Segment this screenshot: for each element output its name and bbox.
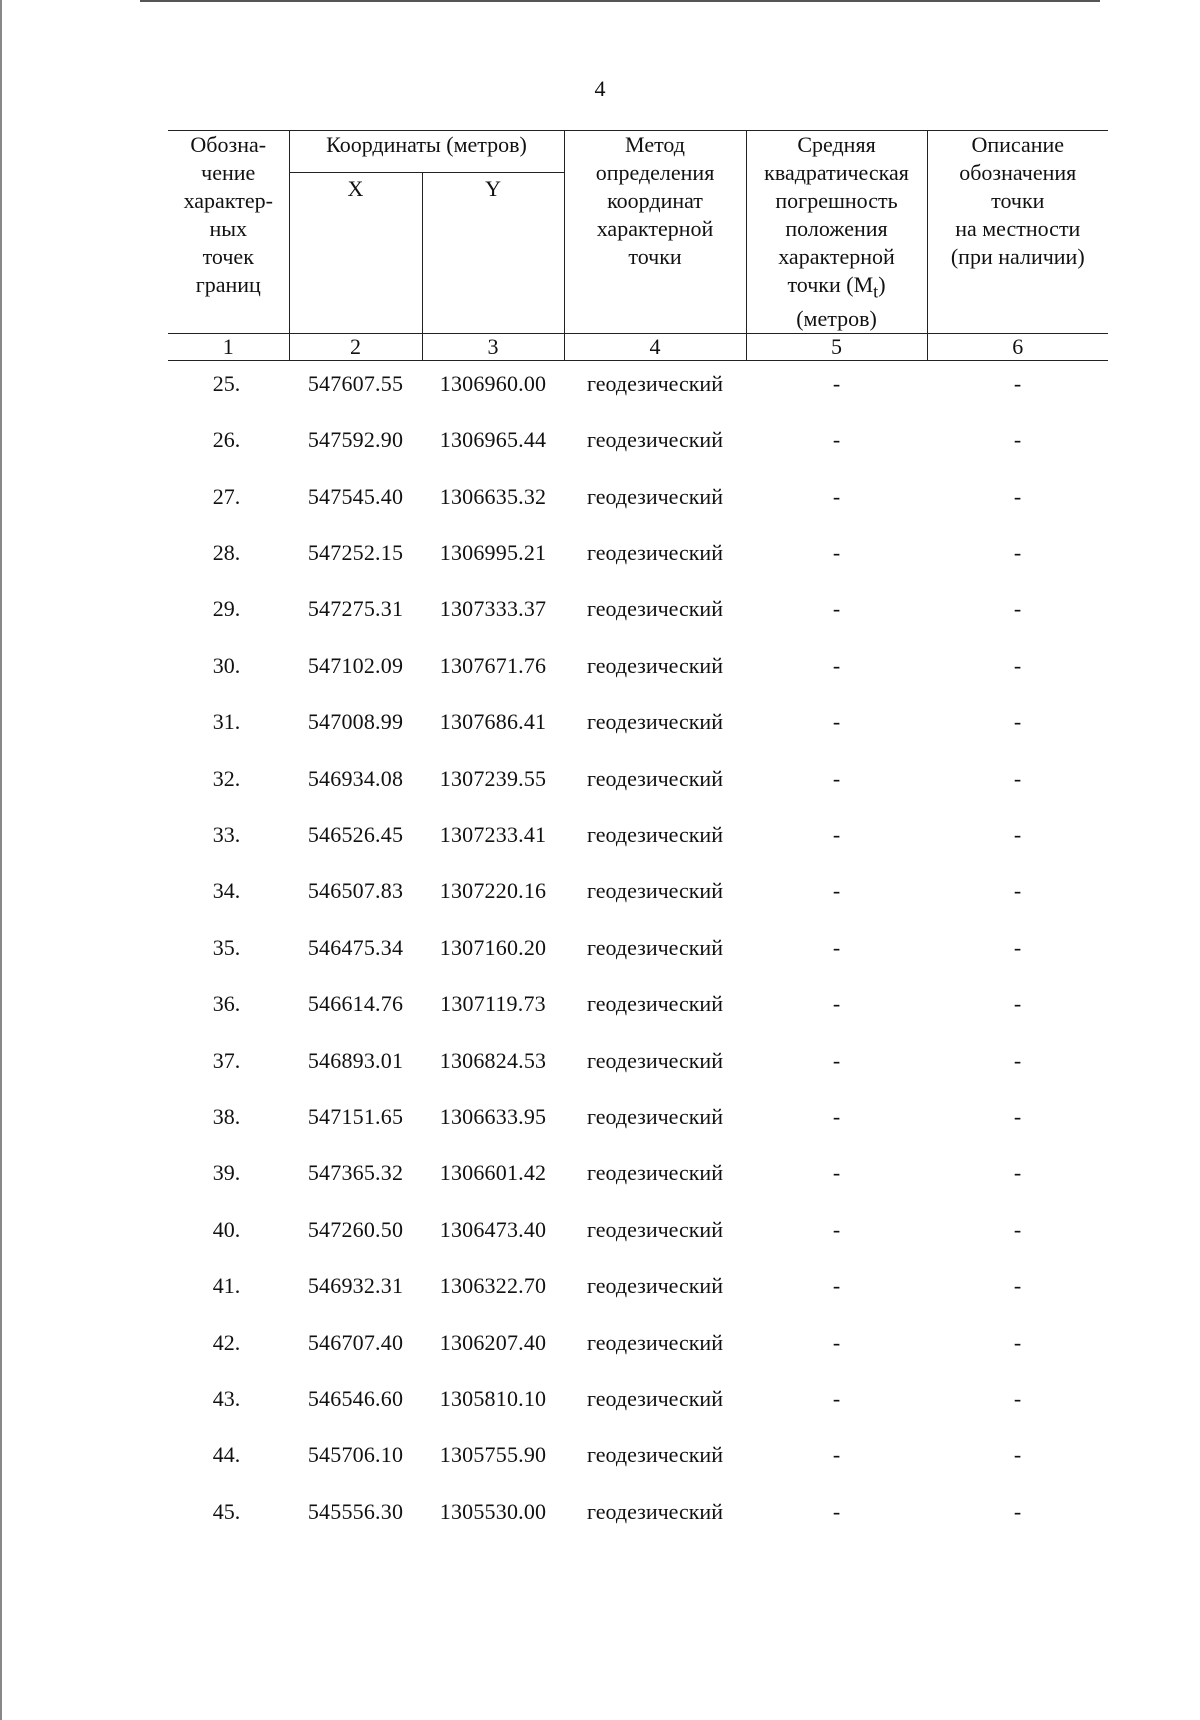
error-cell: - [832,1498,841,1524]
coordinate-x: 546614.76 [307,991,404,1017]
point-number: 31. [212,709,241,735]
header-line: точки [991,188,1045,213]
header-line: характер- [183,188,273,213]
header-line: характерной [778,244,895,269]
coordinate-x: 546707.40 [307,1329,404,1355]
error-cell: - [832,1385,841,1411]
header-method [564,131,746,334]
table-row [168,925,1108,981]
method-cell: геодезический [587,1329,723,1355]
header-line: квадратическая [764,160,909,185]
point-number: 38. [212,1103,241,1129]
table-row [168,643,1108,699]
boundary-points-table [168,130,1108,1545]
table-row [168,756,1108,812]
error-cell: - [832,371,841,397]
coordinate-x: 545706.10 [307,1442,404,1468]
coordinate-x: 547545.40 [307,483,404,509]
point-number: 39. [212,1160,241,1186]
method-cell: геодезический [587,596,723,622]
column-number: 3 [422,334,564,361]
error-cell: - [832,483,841,509]
column-number: 2 [289,334,422,361]
table-header [168,131,1108,361]
coordinate-x: 547607.55 [307,371,404,397]
table-row [168,1489,1108,1545]
error-cell: - [832,427,841,453]
point-number: 37. [212,1047,241,1073]
header-description [927,131,1108,334]
error-cell: - [832,596,841,622]
table-row [168,812,1108,868]
column-number: 4 [564,334,746,361]
header-line: характерной [596,216,714,241]
error-cell: - [832,1329,841,1355]
header-point-designation [168,131,289,334]
description-cell: - [1013,1216,1022,1242]
table-row [168,417,1108,473]
header-line: координат [607,188,703,213]
column-number: 5 [746,334,927,361]
coordinate-y: 1306207.40 [439,1329,547,1355]
coordinate-x: 547275.31 [307,596,404,622]
error-cell: - [832,822,841,848]
page-number: 4 [594,76,606,101]
coordinate-y: 1307160.20 [439,934,547,960]
description-cell: - [1013,1273,1022,1299]
header-line: Обозна- [190,132,267,157]
coordinate-x: 545556.30 [307,1498,404,1524]
method-cell: геодезический [587,540,723,566]
header-line-mt [747,271,927,305]
coordinate-x: 546893.01 [307,1047,404,1073]
point-number: 34. [212,878,241,904]
coordinate-y: 1307220.16 [439,878,547,904]
scan-left-edge [0,0,2,1720]
coordinate-x: 547008.99 [307,709,404,735]
coordinate-y: 1306824.53 [439,1047,547,1073]
method-cell: геодезический [587,1498,723,1524]
coordinate-y: 1305530.00 [439,1498,547,1524]
point-number: 43. [212,1385,241,1411]
coordinate-x: 547592.90 [307,427,404,453]
point-number: 27. [212,483,241,509]
method-cell: геодезический [587,1442,723,1468]
error-cell: - [832,1273,841,1299]
header-line: Метод [625,132,685,157]
description-cell: - [1013,596,1022,622]
coordinate-x: 547151.65 [307,1103,404,1129]
description-cell: - [1013,1103,1022,1129]
header-line: (метров) [796,306,877,332]
point-number: 35. [212,934,241,960]
coordinate-y: 1307333.37 [439,596,547,622]
method-cell: геодезический [587,1273,723,1299]
header-y: Y [422,173,564,334]
column-number: 6 [927,334,1108,361]
header-line: определения [595,160,715,185]
table-row [168,981,1108,1037]
description-cell: - [1013,1442,1022,1468]
table-row [168,1094,1108,1150]
method-cell: геодезический [587,1103,723,1129]
point-number: 26. [212,427,241,453]
header-coordinates-group: Координаты (метров) [289,131,564,173]
description-cell: - [1013,822,1022,848]
coordinate-y: 1307671.76 [439,652,547,678]
coordinate-y: 1307239.55 [439,765,547,791]
error-cell: - [832,1047,841,1073]
table-row [168,1320,1108,1376]
header-line: (при наличии) [950,244,1085,269]
table-row [168,1432,1108,1488]
method-cell: геодезический [587,1385,723,1411]
method-cell: геодезический [587,1160,723,1186]
table-row [168,1207,1108,1263]
header-text: ) [878,272,886,297]
coordinate-x: 546526.45 [307,822,404,848]
point-number: 41. [212,1273,241,1299]
method-cell: геодезический [587,822,723,848]
table-row [168,474,1108,530]
table-row [168,586,1108,642]
header-line: на местности [955,216,1081,241]
coordinate-y: 1306633.95 [439,1103,547,1129]
table-row [168,699,1108,755]
error-cell: - [832,765,841,791]
error-cell: - [832,709,841,735]
scan-top-edge [140,0,1100,2]
header-line: точек [202,244,254,269]
point-number: 30. [212,652,241,678]
coordinate-y: 1306965.44 [439,427,547,453]
coordinate-x: 546932.31 [307,1273,404,1299]
method-cell: геодезический [587,1216,723,1242]
coordinate-x: 547102.09 [307,652,404,678]
header-mean-square-error [746,131,927,334]
header-line: обозначения [959,160,1077,185]
table-row [168,1263,1108,1319]
description-cell: - [1013,878,1022,904]
coordinate-x: 546507.83 [307,878,404,904]
coordinate-x: 547252.15 [307,540,404,566]
error-cell: - [832,1442,841,1468]
description-cell: - [1013,1047,1022,1073]
point-number: 29. [212,596,241,622]
method-cell: геодезический [587,991,723,1017]
point-number: 42. [212,1329,241,1355]
description-cell: - [1013,765,1022,791]
error-cell: - [832,1103,841,1129]
point-number: 40. [212,1216,241,1242]
coordinate-y: 1307686.41 [439,709,547,735]
column-number: 1 [168,334,289,361]
coordinate-y: 1305810.10 [439,1385,547,1411]
description-cell: - [1013,934,1022,960]
error-cell: - [832,878,841,904]
header-line: чение [201,160,256,185]
point-number: 28. [212,540,241,566]
description-cell: - [1013,1385,1022,1411]
header-line: точки [628,244,682,269]
header-line: Описание [971,132,1065,157]
table-row [168,1376,1108,1432]
table-row [168,1150,1108,1206]
point-number: 45. [212,1498,241,1524]
method-cell: геодезический [587,878,723,904]
description-cell: - [1013,1498,1022,1524]
header-line: границ [195,272,261,297]
point-number: 44. [212,1442,241,1468]
coordinate-y: 1306322.70 [439,1273,547,1299]
header-line: положения [785,216,888,241]
method-cell: геодезический [587,934,723,960]
error-cell: - [832,540,841,566]
coordinate-x: 547260.50 [307,1216,404,1242]
method-cell: геодезический [587,427,723,453]
method-cell: геодезический [587,371,723,397]
description-cell: - [1013,540,1022,566]
error-cell: - [832,991,841,1017]
point-number: 32. [212,765,241,791]
coordinate-y: 1306601.42 [439,1160,547,1186]
description-cell: - [1013,1160,1022,1186]
description-cell: - [1013,709,1022,735]
error-cell: - [832,1216,841,1242]
point-number: 36. [212,991,241,1017]
subscript-t: t [873,281,879,302]
table-row [168,530,1108,586]
description-cell: - [1013,991,1022,1017]
coordinate-x: 547365.32 [307,1160,404,1186]
header-text: точки (M [787,272,874,297]
coordinate-y: 1306473.40 [439,1216,547,1242]
coordinate-y: 1305755.90 [439,1442,547,1468]
table-row [168,361,1108,417]
table-body [168,361,1108,1545]
description-cell: - [1013,371,1022,397]
header-line: ных [209,216,248,241]
description-cell: - [1013,427,1022,453]
description-cell: - [1013,483,1022,509]
point-number: 25. [212,371,241,397]
table-row [168,1038,1108,1094]
header-column-numbers [168,334,1108,361]
coordinate-y: 1306960.00 [439,371,547,397]
table-row [168,868,1108,924]
coordinate-x: 546934.08 [307,765,404,791]
header-line: Средняя [797,132,876,157]
method-cell: геодезический [587,483,723,509]
method-cell: геодезический [587,765,723,791]
coordinate-y: 1307233.41 [439,822,547,848]
coordinate-y: 1306995.21 [439,540,547,566]
description-cell: - [1013,652,1022,678]
error-cell: - [832,934,841,960]
error-cell: - [832,1160,841,1186]
description-cell: - [1013,1329,1022,1355]
point-number: 33. [212,822,241,848]
header-line: погрешность [775,188,898,213]
coordinate-x: 546546.60 [307,1385,404,1411]
method-cell: геодезический [587,1047,723,1073]
method-cell: геодезический [587,709,723,735]
error-cell: - [832,652,841,678]
header-x: X [289,173,422,334]
coordinate-y: 1306635.32 [439,483,547,509]
coordinate-y: 1307119.73 [440,991,546,1017]
method-cell: геодезический [587,652,723,678]
coordinate-x: 546475.34 [307,934,404,960]
